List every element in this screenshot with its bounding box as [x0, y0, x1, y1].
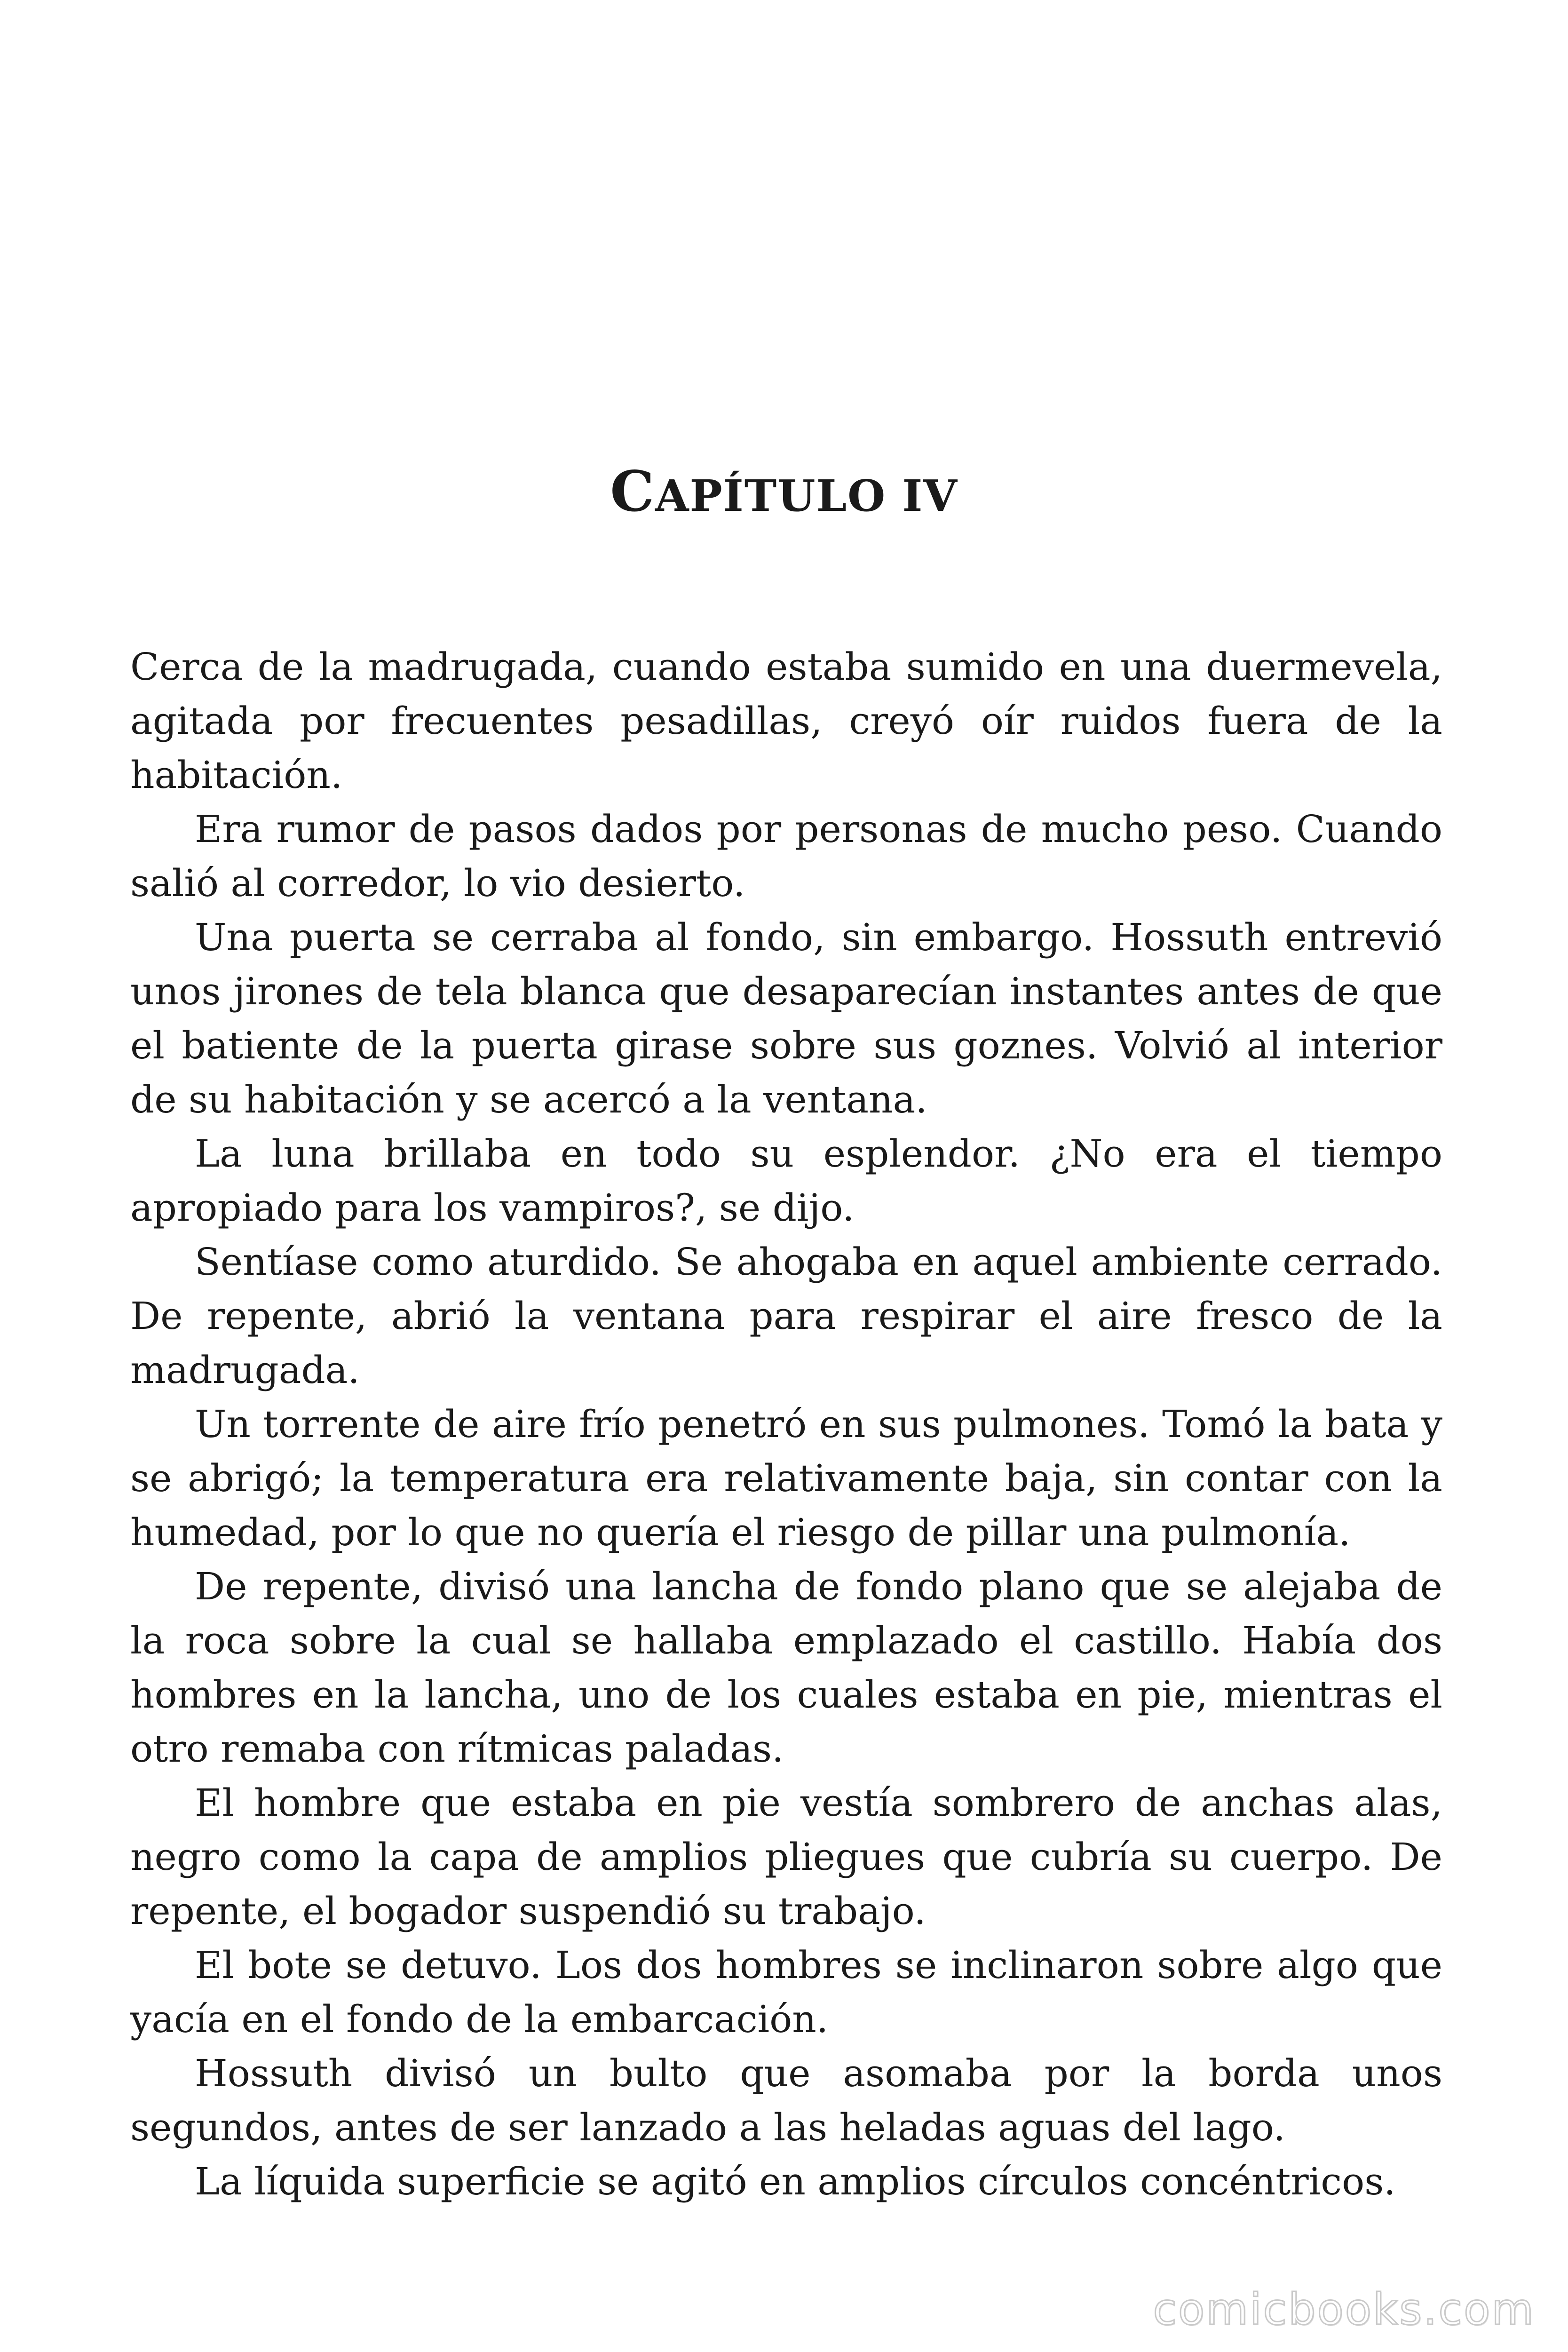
- paragraph: La luna brillaba en todo su esplendor. ¿No era el tiempo apropiado para los vampiros?, se dijo.: [130, 1132, 1442, 1230]
- chapter-body: [130, 640, 1442, 2209]
- paragraph: El hombre que estaba en pie vestía sombrero de anchas alas, negro como la capa de amplios pliegues que cubría su cuerpo. De repente, el bogador suspendió su trabajo.: [130, 1781, 1442, 1933]
- paragraph: Era rumor de pasos dados por personas de mucho peso. Cuando salió al corredor, lo vio desierto.: [130, 807, 1442, 905]
- paragraph: Una puerta se cerraba al fondo, sin embargo. Hossuth entrevió unos jirones de tela blanca que desaparecían instantes antes de que el batiente de la puerta girase sobre sus goznes. Volvió al interior de su habitación y se acercó a la ventana.: [130, 915, 1442, 1121]
- paragraph: La líquida superficie se agitó en amplios círculos concéntricos.: [195, 2160, 1396, 2203]
- chapter-title-initial: C: [610, 459, 656, 524]
- paragraph: De repente, divisó una lancha de fondo plano que se alejaba de la roca sobre la cual se hallaba emplazado el castillo. Había dos hombres en la lancha, uno de los cuales estaba en pie, mientras el otro remaba con rítmicas paladas.: [130, 1565, 1442, 1771]
- paragraph: Cerca de la madrugada, cuando estaba sumido en una duermevela, agitada por frecuentes pesadillas, creyó oír ruidos fuera de la habitación.: [130, 645, 1442, 797]
- paragraph: Sentíase como aturdido. Se ahogaba en aquel ambiente cerrado. De repente, abrió la ventana para respirar el aire fresco de la madrugada.: [130, 1240, 1442, 1392]
- paragraph: El bote se detuvo. Los dos hombres se inclinaron sobre algo que yacía en el fondo de la embarcación.: [130, 1943, 1442, 2041]
- chapter-title-rest: APÍTULO IV: [655, 470, 958, 521]
- paragraph: Hossuth divisó un bulto que asomaba por la borda unos segundos, antes de ser lanzado a las heladas aguas del lago.: [130, 2051, 1442, 2149]
- chapter-title: [0, 459, 1568, 529]
- watermark: comicbooks.com: [1153, 2284, 1535, 2335]
- paragraph: Un torrente de aire frío penetró en sus pulmones. Tomó la bata y se abrigó; la temperatura era relativamente baja, sin contar con la humedad, por lo que no quería el riesgo de pillar una pulmonía.: [130, 1402, 1442, 1554]
